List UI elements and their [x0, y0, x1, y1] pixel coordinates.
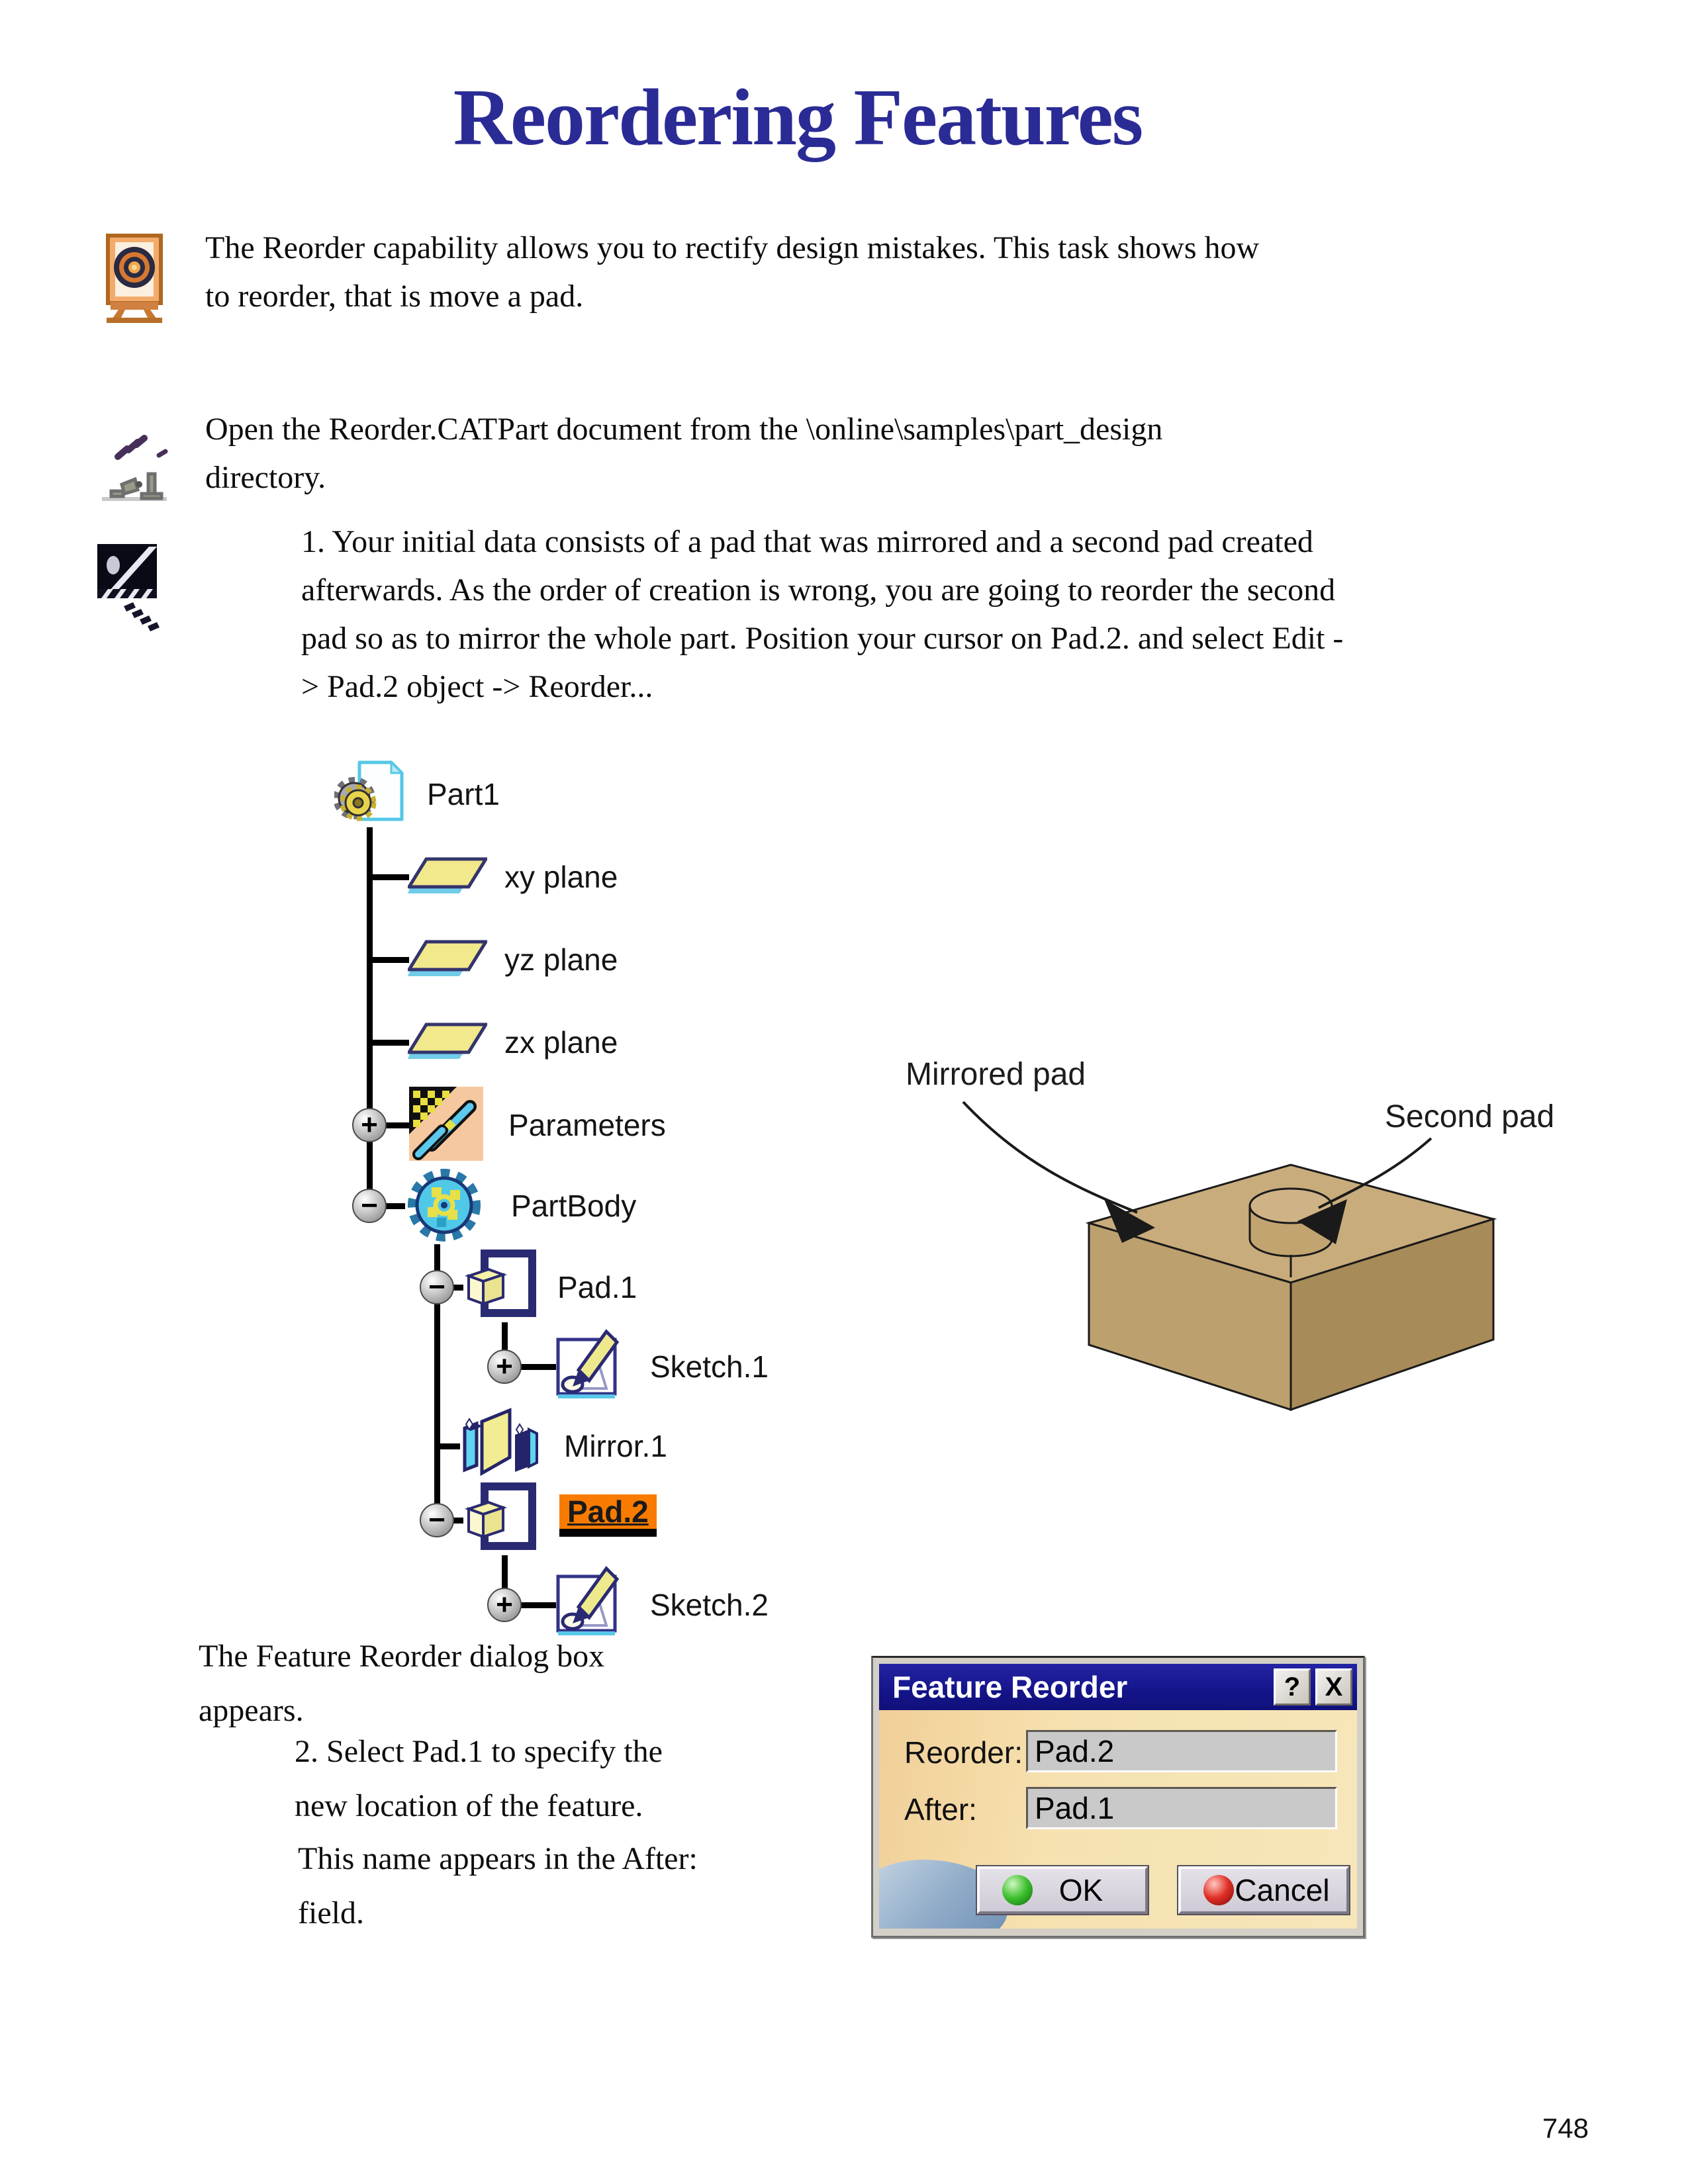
pad-icon: [462, 1481, 536, 1559]
tree-item-mirror1[interactable]: Mirror.1: [564, 1429, 667, 1463]
partbody-icon: [404, 1165, 485, 1249]
tree-item-part1[interactable]: Part1: [427, 777, 500, 811]
plane-icon: [408, 1022, 487, 1065]
after-field-note-paragraph: [298, 1832, 698, 1940]
close-button[interactable]: X: [1315, 1668, 1352, 1706]
after-field[interactable]: Pad.1: [1026, 1787, 1337, 1829]
closing-line: appears.: [199, 1693, 304, 1728]
pad-3d-figure: [927, 1085, 1642, 1420]
figure-label-second-pad: Second pad: [1385, 1099, 1555, 1134]
tree-line: [369, 957, 409, 963]
closing-line: The Feature Reorder dialog box: [199, 1639, 605, 1674]
target-icon: [103, 233, 169, 327]
red-ball-icon: [1203, 1875, 1234, 1905]
step1-paragraph: [301, 518, 1343, 711]
step2-paragraph: [295, 1725, 663, 1833]
open-doc-line: Open the Reorder.CATPart document from the \online\samples\part_design: [205, 412, 1163, 447]
tree-line: [367, 827, 373, 1210]
tree-line: [369, 874, 409, 880]
tree-line: [516, 1602, 556, 1608]
tree-item-yz-plane[interactable]: yz plane: [504, 942, 618, 977]
intro-line: to reorder, that is move a pad.: [205, 279, 584, 314]
tree-line: [516, 1364, 556, 1370]
figure-label-mirrored-pad: Mirrored pad: [906, 1057, 1086, 1092]
step1-line: afterwards. As the order of creation is wrong, you are going to reorder the second: [301, 572, 1336, 608]
tree-line: [437, 1443, 460, 1449]
green-ball-icon: [1002, 1875, 1033, 1905]
dialog-title: Feature Reorder: [892, 1670, 1128, 1704]
tree-expander-parameters[interactable]: +: [352, 1108, 387, 1142]
plane-icon: [408, 856, 487, 899]
parameters-icon: [409, 1087, 483, 1164]
reorder-field[interactable]: Pad.2: [1026, 1730, 1337, 1772]
sketch-icon: [555, 1328, 629, 1405]
page-title: Reordering Features: [453, 73, 1143, 162]
dialog-titlebar[interactable]: [879, 1664, 1357, 1710]
tree-item-sketch1[interactable]: Sketch.1: [650, 1349, 769, 1384]
after-field-label: After:: [904, 1792, 977, 1827]
cancel-button[interactable]: [1178, 1866, 1349, 1914]
plane-icon: [408, 939, 487, 982]
tree-item-zx-plane[interactable]: zx plane: [504, 1025, 618, 1060]
step1-line: pad so as to mirror the whole part. Position your cursor on Pad.2. and select Edit -: [301, 621, 1344, 656]
tree-item-pad2-selected[interactable]: Pad.2: [559, 1494, 657, 1537]
feature-reorder-dialog: [871, 1656, 1365, 1938]
intro-paragraph: [205, 224, 1259, 320]
scenario-icon: [95, 537, 161, 637]
pad-icon: [462, 1248, 536, 1326]
closing-line: This name appears in the After:: [298, 1841, 698, 1876]
closing-line: field.: [298, 1895, 364, 1931]
help-button[interactable]: ?: [1274, 1668, 1311, 1706]
dialog-appears-paragraph: [199, 1629, 604, 1738]
closing-line: 2. Select Pad.1 to specify the: [295, 1734, 663, 1769]
tree-item-partbody[interactable]: PartBody: [511, 1189, 637, 1223]
cancel-button-label: Cancel: [1235, 1873, 1330, 1907]
tree-item-sketch2[interactable]: Sketch.2: [650, 1588, 769, 1622]
ok-button-label: OK: [1058, 1873, 1103, 1907]
tree-line: [369, 1040, 409, 1046]
tree-expander-pad2[interactable]: −: [420, 1503, 454, 1537]
step1-line: > Pad.2 object -> Reorder...: [301, 669, 653, 704]
intro-line: The Reorder capability allows you to rectify design mistakes. This task shows how: [205, 230, 1260, 265]
mirror-icon: [458, 1406, 545, 1487]
reorder-field-label: Reorder:: [904, 1735, 1023, 1770]
part-icon: [334, 758, 407, 831]
tree-item-pad1[interactable]: Pad.1: [557, 1270, 637, 1304]
open-doc-line: directory.: [205, 460, 326, 495]
step1-line: 1. Your initial data consists of a pad that was mirrored and a second pad created: [301, 524, 1313, 559]
tree-item-xy-plane[interactable]: xy plane: [504, 860, 618, 894]
ok-button[interactable]: [977, 1866, 1148, 1914]
tree-expander-sketch2[interactable]: +: [487, 1588, 522, 1622]
page-number: 748: [1542, 2113, 1589, 2144]
open-scenario-icon: [98, 416, 171, 512]
tree-expander-sketch1[interactable]: +: [487, 1349, 522, 1384]
dialog-body: [879, 1710, 1357, 1929]
tree-expander-pad1[interactable]: −: [420, 1270, 454, 1304]
closing-line: new location of the feature.: [295, 1788, 643, 1823]
open-doc-paragraph: [205, 405, 1162, 502]
tree-expander-partbody[interactable]: −: [352, 1189, 387, 1223]
tree-item-parameters[interactable]: Parameters: [508, 1108, 666, 1142]
